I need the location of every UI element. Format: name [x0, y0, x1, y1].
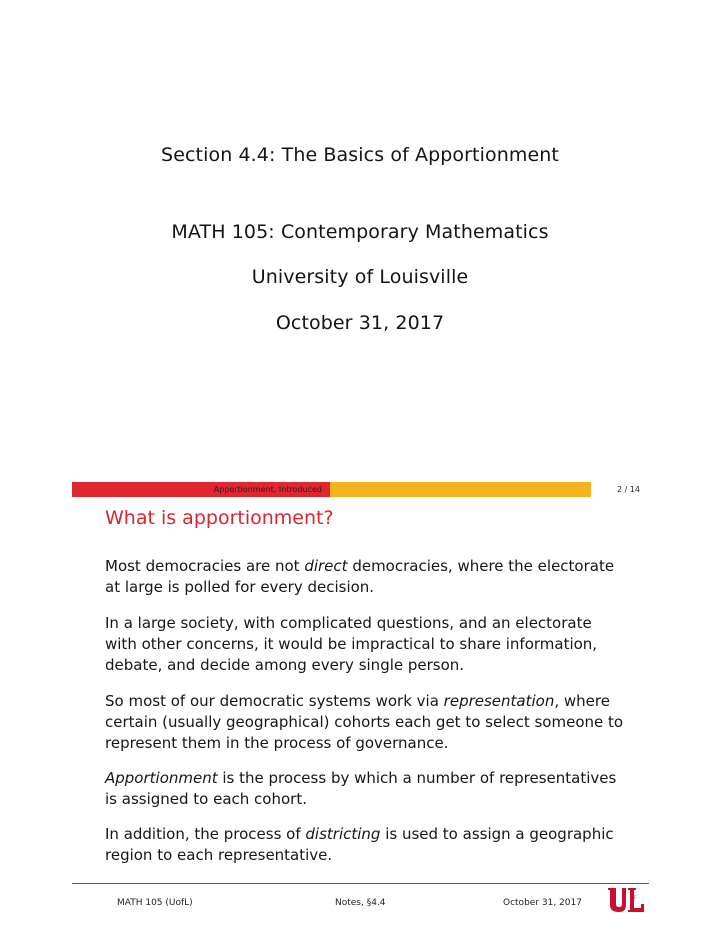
footer-date: October 31, 2017 [503, 898, 582, 908]
university-logo-icon [607, 887, 645, 913]
page-number: 2 / 14 [616, 485, 640, 494]
footer-rule [72, 883, 649, 884]
section-title: Section 4.4: The Basics of Apportionment [161, 144, 559, 166]
frame-title: What is apportionment? [105, 507, 334, 529]
paragraph: Most democracies are not direct democracies, where the electorate at large is polled for every decision. [105, 557, 615, 596]
header-bar-yellow [330, 482, 591, 497]
date: October 31, 2017 [275, 312, 445, 334]
paragraph: So most of our democratic systems work via representation, where certain (usually geographical) cohorts each get to select someone to represent them in the process of governance. [105, 692, 624, 752]
footer-title: Notes, §4.4 [335, 898, 386, 908]
institution: University of Louisville [251, 266, 469, 288]
course-title: MATH 105: Contemporary Mathematics [171, 221, 549, 243]
section-navigation-label[interactable]: Apportionment, Introduced [213, 485, 322, 494]
footer-author: MATH 105 (UofL) [117, 898, 193, 908]
paragraph: Apportionment is the process by which a number of representatives is assigned to each cohort. [105, 769, 617, 808]
paragraph: In a large society, with complicated questions, and an electorate with other concerns, it would be impractical to share information, debate, and decide among every single person. [105, 614, 598, 674]
paragraph: In addition, the process of districting is used to assign a geographic region to each representative. [105, 825, 614, 864]
logo-text: OF [631, 895, 637, 900]
